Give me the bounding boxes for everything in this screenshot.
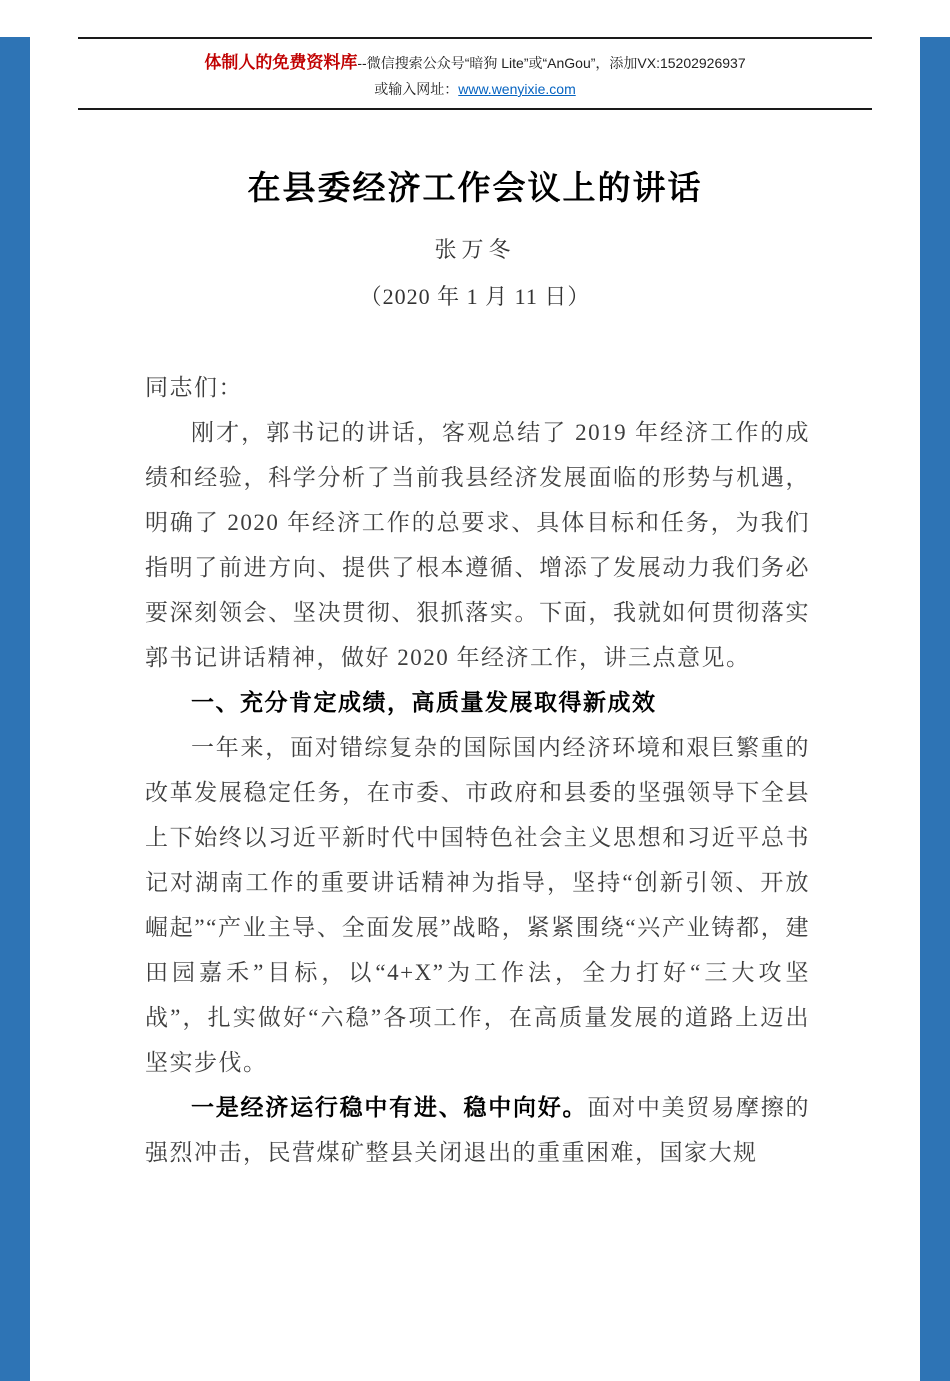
promo-header xyxy=(78,37,872,110)
website-url-prefix: 或输入网址： xyxy=(374,81,459,97)
right-border-bar xyxy=(920,37,950,1381)
brand-name: 体制人的免费资料库 xyxy=(204,53,358,72)
document-body xyxy=(145,365,810,1175)
paragraph-3-bold-lead: 一是经济运行稳中有进、稳中向好。 xyxy=(191,1095,588,1120)
paragraph-3 xyxy=(145,1085,810,1175)
document-title: 在县委经济工作会议上的讲话 xyxy=(247,171,703,207)
section-1-heading: 一、充分肯定成绩，高质量发展取得新成效 xyxy=(191,690,657,715)
website-link[interactable]: www.wenyixie.com xyxy=(458,81,576,97)
paragraph-3-rest: 面对中美贸易摩擦的强烈冲击，民营煤矿整县关闭退出的重重困难，国家大规 xyxy=(145,1095,811,1165)
salutation: 同志们： xyxy=(145,375,243,400)
document-date: （2020 年 1 月 11 日） xyxy=(359,284,591,309)
document-page xyxy=(0,37,950,1175)
promo-header-line1 xyxy=(78,52,872,74)
promo-header-line2 xyxy=(78,79,872,99)
paragraph-1: 刚才，郭书记的讲话，客观总结了 2019 年经济工作的成绩和经验，科学分析了当前我县经济发展面临的形势与机遇，明确了 2020 年经济工作的总要求、具体目标和任务，为我们指明了前进方向、提供了根本遵循、增添了发展动力我们务必要深刻领会、坚决贯彻、狠抓落实。下面，我就如何贯彻落实郭书记讲话精神，做好 2020 年经济工作，讲三点意见。 xyxy=(145,420,810,670)
paragraph-2: 一年来，面对错综复杂的国际国内经济环境和艰巨繁重的改革发展稳定任务，在市委、市政府和县委的坚强领导下全县上下始终以习近平新时代中国特色社会主义思想和习近平总书记对湖南工作的重要讲话精神为指导，坚持“创新引领、开放崛起”“产业主导、全面发展”战略，紧紧围绕“兴产业铸都，建田园嘉禾”目标，以“4+X”为工作法，全力打好“三大攻坚战”，扎实做好“六稳”各项工作，在高质量发展的道路上迈出坚实步伐。 xyxy=(145,735,810,1075)
left-border-bar xyxy=(0,37,30,1381)
brand-tagline: --微信搜索公众号“暗狗 Lite”或“AnGou”，添加VX:15202926937 xyxy=(357,55,746,71)
document-author: 张万冬 xyxy=(434,237,516,262)
